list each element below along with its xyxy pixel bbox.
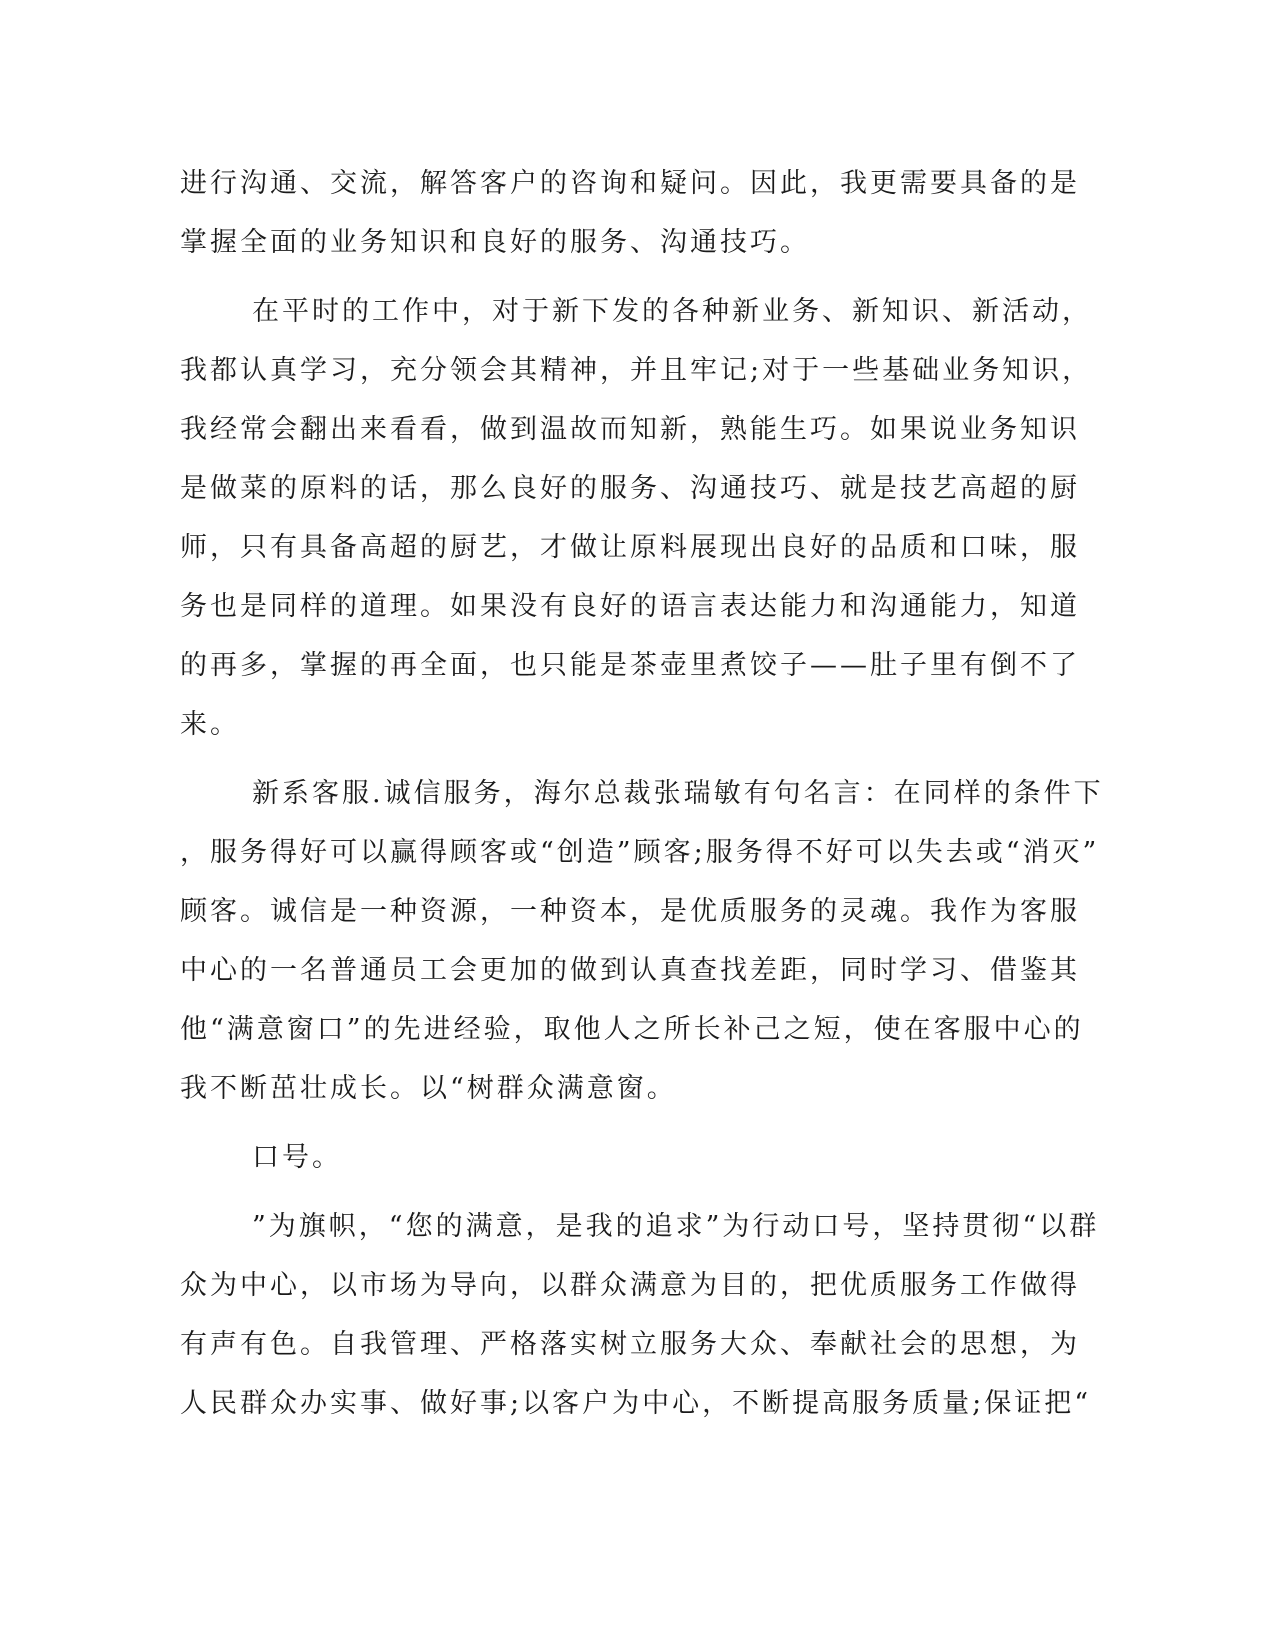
text-line: 有声有色。自我管理、严格落实树立服务大众、奉献社会的思想，为 [180, 1329, 1080, 1360]
text-line: 来。 [180, 709, 240, 740]
paragraph-start-line: 口号。 [252, 1142, 342, 1173]
text-line: 他“满意窗口”的先进经验，取他人之所长补己之短，使在客服中心的 [180, 1014, 1084, 1045]
text-line: 人民群众办实事、做好事;以客户为中心，不断提高服务质量;保证把“ [180, 1388, 1091, 1419]
text-line: 众为中心，以市场为导向，以群众满意为目的，把优质服务工作做得 [180, 1270, 1080, 1301]
text-line: 是做菜的原料的话，那么良好的服务、沟通技巧、就是技艺高超的厨 [180, 473, 1080, 504]
text-line: 进行沟通、交流，解答客户的咨询和疑问。因此，我更需要具备的是 [180, 168, 1080, 199]
text-line: ，服务得好可以赢得顾客或“创造”顾客;服务得不好可以失去或“消灭” [180, 837, 1100, 868]
text-line: 务也是同样的道理。如果没有良好的语言表达能力和沟通能力，知道 [180, 591, 1080, 622]
text-line: 顾客。诚信是一种资源，一种资本，是优质服务的灵魂。我作为客服 [180, 896, 1080, 927]
paragraph-start-line: 新系客服.诚信服务，海尔总裁张瑞敏有句名言：在同样的条件下 [252, 778, 1104, 809]
paragraph-start-line: ”为旗帜，“您的满意，是我的追求”为行动口号，坚持贯彻“以群 [252, 1211, 1100, 1242]
paragraph-start-line: 在平时的工作中，对于新下发的各种新业务、新知识、新活动， [252, 296, 1092, 327]
text-line: 掌握全面的业务知识和良好的服务、沟通技巧。 [180, 227, 810, 258]
text-line: 的再多，掌握的再全面，也只能是茶壶里煮饺子——肚子里有倒不了 [180, 650, 1080, 681]
text-line: 我都认真学习，充分领会其精神，并且牢记;对于一些基础业务知识， [180, 355, 1093, 386]
text-line: 中心的一名普通员工会更加的做到认真查找差距，同时学习、借鉴其 [180, 955, 1080, 986]
text-line: 我经常会翻出来看看，做到温故而知新，熟能生巧。如果说业务知识 [180, 414, 1080, 445]
text-line: 师，只有具备高超的厨艺，才做让原料展现出良好的品质和口味，服 [180, 532, 1080, 563]
document-body [180, 154, 1104, 1433]
text-line: 我不断茁壮成长。以“树群众满意窗。 [180, 1073, 677, 1104]
